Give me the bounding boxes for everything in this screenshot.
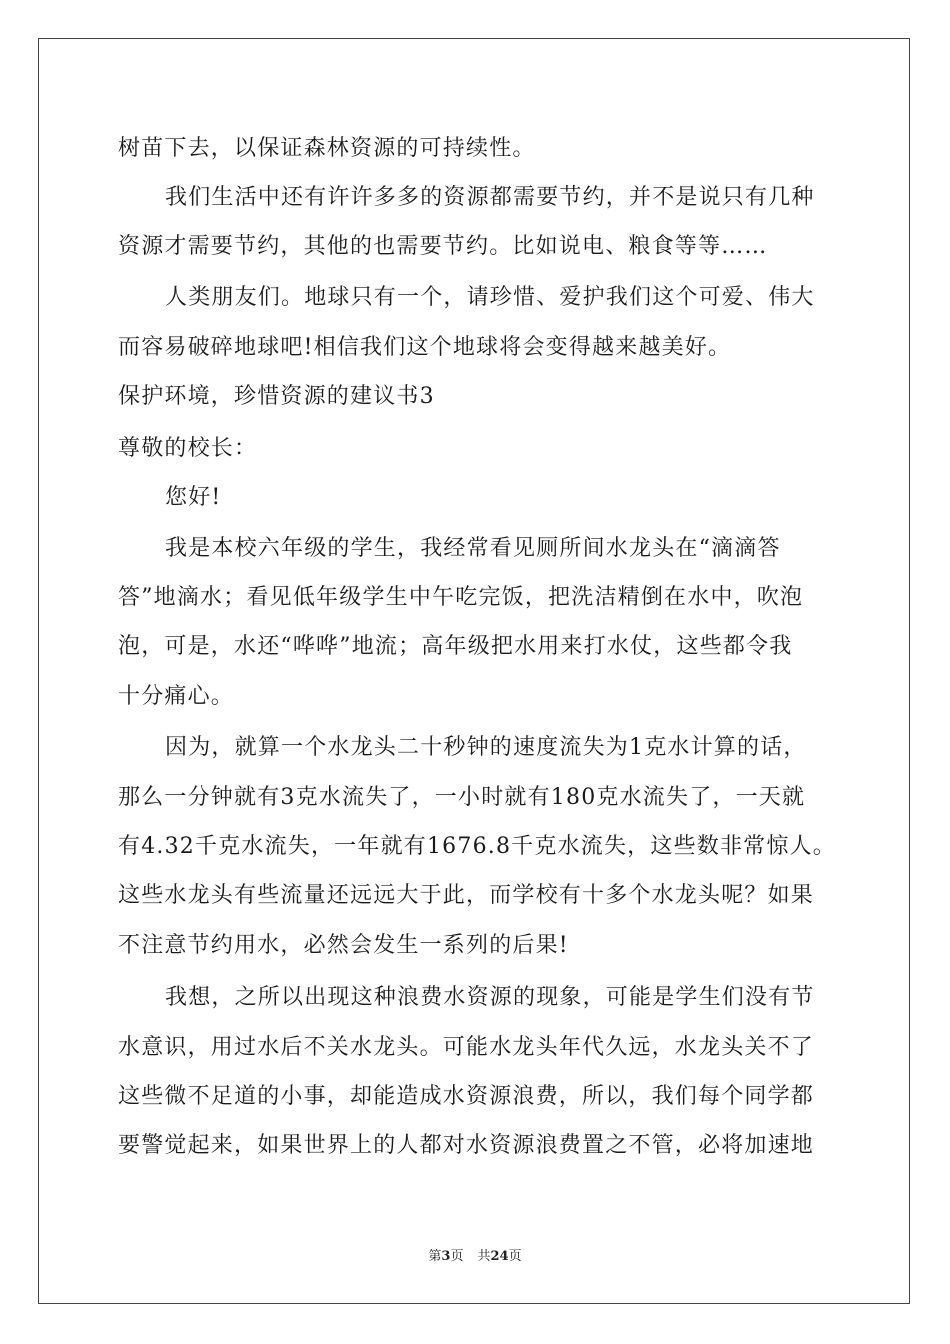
page-footer	[0, 1249, 950, 1265]
salutation: 尊敬的校长：	[118, 436, 258, 461]
page-border	[38, 38, 910, 1304]
paragraph-line-12: 十分痛心。	[118, 684, 235, 709]
paragraph-line-2: 我们生活中还有许许多多的资源都需要节约，并不是说只有几种	[165, 185, 815, 210]
paragraph-line-14: 那么一分钟就有3克水流失了，一小时就有180克水流失了，一天就	[118, 785, 806, 810]
paragraph-line-19: 水意识，用过水后不关水龙头。可能水龙头年代久远，水龙头关不了	[118, 1035, 815, 1060]
total-prefix: 共	[477, 1249, 491, 1264]
page-suffix: 页	[450, 1249, 464, 1264]
paragraph-line-9: 我是本校六年级的学生，我经常看见厕所间水龙头在“滴滴答	[165, 536, 781, 561]
greeting: 您好!	[165, 485, 222, 510]
paragraph-line-17: 不注意节约用水，必然会发生一系列的后果!	[118, 933, 569, 958]
paragraph-line-3: 资源才需要节约，其他的也需要节约。比如说电、粮食等等……	[118, 234, 768, 259]
paragraph-line-11: 泡，可是，水还“哗哗”地流；高年级把水用来打水仗，这些都令我	[118, 634, 793, 659]
paragraph-line-20: 这些微不足道的小事，却能造成水资源浪费，所以，我们每个同学都	[118, 1084, 815, 1109]
page-number: 3	[441, 1249, 451, 1264]
paragraph-line-5: 而容易破碎地球吧!相信我们这个地球将会变得越来越美好。	[118, 335, 732, 360]
paragraph-line-18: 我想，之所以出现这种浪费水资源的现象，可能是学生们没有节	[165, 985, 815, 1010]
section-title: 保护环境，珍惜资源的建议书3	[118, 384, 435, 409]
total-suffix: 页	[508, 1249, 522, 1264]
paragraph-line-13: 因为，就算一个水龙头二十秒钟的速度流失为1克水计算的话，	[165, 735, 807, 760]
page-prefix: 第	[428, 1249, 442, 1264]
paragraph-line-1: 树苗下去，以保证森林资源的可持续性。	[118, 136, 536, 161]
paragraph-line-16: 这些水龙头有些流量还远远大于此，而学校有十多个水龙头呢？如果	[118, 883, 815, 908]
paragraph-line-15: 有4.32千克水流失，一年就有1676.8千克水流失，这些数非常惊人。	[118, 834, 836, 859]
total-pages: 24	[490, 1249, 509, 1264]
paragraph-line-10: 答”地滴水；看见低年级学生中午吃完饭，把洗洁精倒在水中，吹泡	[118, 585, 804, 610]
paragraph-line-21: 要警觉起来，如果世界上的人都对水资源浪费置之不管，必将加速地	[118, 1133, 815, 1158]
paragraph-line-4: 人类朋友们。地球只有一个，请珍惜、爱护我们这个可爱、伟大	[165, 285, 815, 310]
